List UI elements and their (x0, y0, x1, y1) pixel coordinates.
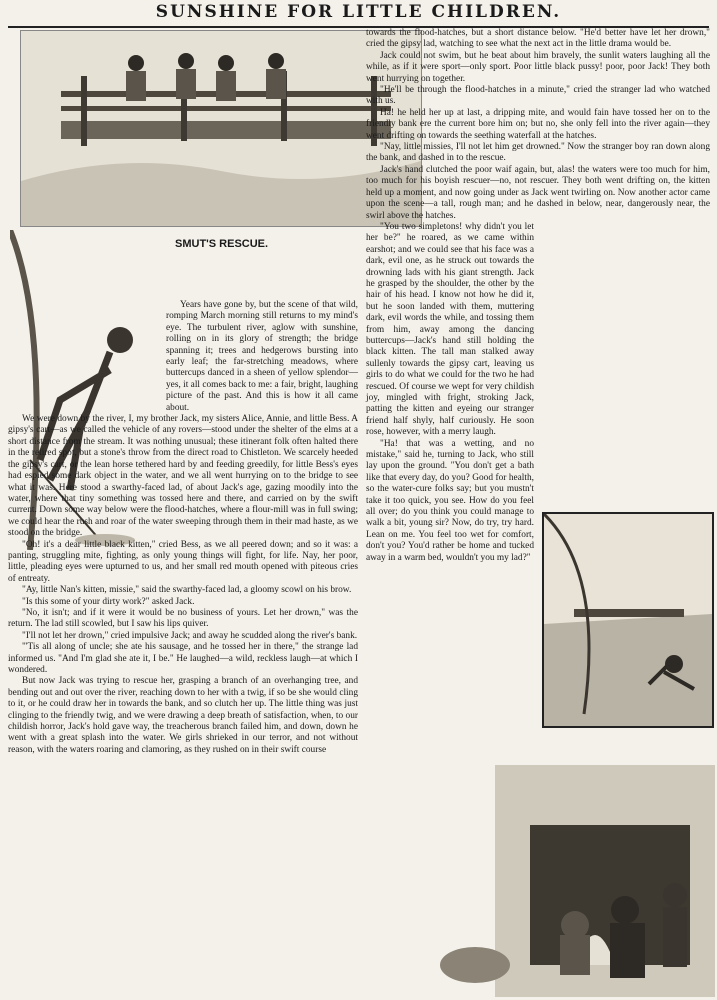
masthead (8, 2, 709, 28)
paragraph: "Is this some of your dirty work?" asked Jack. (22, 596, 195, 607)
paragraph: But now Jack was trying to rescue her, grasping a branch of an overhanging tree, and bending out and out over the river, reaching down to her with a twig, if so be she would cling to it, or he could draw her in towards the bank, and so clutch her up. The little thing was just clinging to the friendly twig, and we were drawing a deep breath of satisfaction, when, to our childish horror, Jack's hold gave way, the treacherous branch failed him, and down, down he went with a great splash into the water. We girls shrieked in our terror, and not without reason, with the waters roaring and clamoring, as they rushed on in their swift course (8, 676, 358, 755)
masthead-title: SUNSHINE FOR LITTLE CHILDREN. (155, 2, 562, 22)
paragraph: "You two simpletons! why didn't you let her be?" he roared, as we came within earshot; and we could see that his face was a dark, evil one, as he struck out towards the drowning lads with his giant strength. Jack he grasped by the shoulder, the other by the hair of his head. I know not how he did it, but he soon landed with them, muttering dark, evil words the while, and tossing them from him, away among the dancing buttercups—Jack's hand still holding the black kitten. The tall man stalked away sullenly towards the gipsy cart, leaving us girls to do what we could for the two he had rescued. Of course we wept for very childish joy, mingled with fright, stroking Jack, patting the kitten and eyeing our stranger friend half shyly, half curiously. He soon rose, however, with a merry laugh. (366, 221, 534, 438)
paragraph: "Oh! it's a dear little black kitten," cried Bess, as we all peered down; and so it was: a panting, struggling mite, fighting, as only young things will fight, for life. Nay, her poor, little, pleading eyes were upturned to us, and her small red mouth opened with piteous cries of entreaty. (8, 539, 358, 584)
river-rescue-inset-illustration (542, 512, 714, 728)
paragraph: "'Tis all along of uncle; she ate his sausage, and he tossed her in there," the strange lad informed us. "And I'm glad she ate it, I be." He laughed—a wild, reckless laugh—at which I wondered. (8, 642, 358, 675)
bridge-illustration (20, 30, 422, 227)
paragraph: We were down by the river, I, my brother Jack, my sisters Alice, Annie, and little Bess. A gipsy's cart—as we called the vehicle of any rovers—stood under the shelter of the elms at a short distance from the stream. It was nothing unusual; these itinerant folk often halted there in the retired spot, but a stone's throw from the direct road to Chistleton. We scarcely heeded the gipsy's cart, or the lean horse tethered hard by and feeding greedily, for little Bess's eyes had espied some dark object in the water, and we all went hurrying on to the bridge to see what it was. Here stood a swarthy-faced lad, of about Jack's age, gazing moodily into the water, where that tiny something was tossed here and there, and carried on by the swift current. Down some way below were the flood-hatches, where a flour-mill was in full swing; we could hear the rush and roar of the water sweeping through them in their mad haste, as we stood on the bridge. (8, 414, 358, 539)
left-column (8, 300, 358, 756)
fireplace-illustration (435, 735, 715, 997)
paragraph: "I'll not let her drown," cried impulsive Jack; and away he scudded along the river's bank. (22, 630, 358, 641)
paragraph: towards the flood-hatches, but a short distance below. "He'd better have let her drown," cried the gipsy lad, watching to see what the next act in the little drama would be. (366, 28, 710, 50)
paragraph: "Nay, little missies, I'll not let him get drowned." Now the stranger boy ran down along the bank, and dashed in to the rescue. (366, 142, 710, 164)
paragraph: Jack's hand clutched the poor waif again, but, alas! the waters were too much for him, too much for his boyish rescuer—no, not rescuer. They both went drifting on, the kitten held up a moment, and now going under as Jack went twirling on. Now another actor came upon the scene—a tall, rough man; and he dashed in below, near, dangerously near, the swirl above the hatches. (366, 164, 710, 221)
paragraph: Years have gone by, but the scene of that wild, romping March morning still returns to my mind's eye. The turbulent river, aglow with sunshine, rolling on in its glory of strength; the bridge spanning it; trees and hedgerows bursting into early leaf; the far-stretching meadows, where buttercups danced in a sheen of yellow splendor—yes, it all comes back to me: a fair, bright, laughing picture of the past. And this is how it all came about. (166, 300, 358, 413)
paragraph: "He'll be through the flood-hatches in a minute," cried the stranger lad who watched with us. (366, 85, 710, 107)
paragraph: Ha! he held her up at last, a dripping mite, and would fain have tossed her on to the friendly bank ere the current bore him on; but no, she only fell into the river again—they went drifting on towards the seething waterfall at the hatches. (366, 107, 710, 141)
paragraph: "Ay, little Nan's kitten, missie," said the swarthy-faced lad, a gloomy scowl on his brow. (22, 585, 352, 596)
story-title: SMUT'S RESCUE. (175, 238, 269, 250)
paragraph: Jack could not swim, but he beat about him bravely, the sunlit waters laughing all the while, as if it were sport—only sport. Poor little black pussy! poor, poor Jack! They both went hurrying on together. (366, 50, 710, 84)
paragraph: "Ha! that was a wetting, and no mistake," said he, turning to Jack, who still lay upon the ground. "You don't get a bath like that every day, do you? Good for health, so the water-cure folks say; but you mustn't take it too quick, you see. How do you feel all over; do you think you could manage to walk a bit, young sir? Now, do try, try hard. Lean on me. You feel too wet for comfort, don't you? You'd rather be home and tucked away in a warm bed, wouldn't you my lad?" (366, 438, 534, 563)
paragraph: "No, it isn't; and if it were it would be no business of yours. Let her drown," was the return. The lad still scowled, but I saw his lips quiver. (8, 607, 358, 630)
